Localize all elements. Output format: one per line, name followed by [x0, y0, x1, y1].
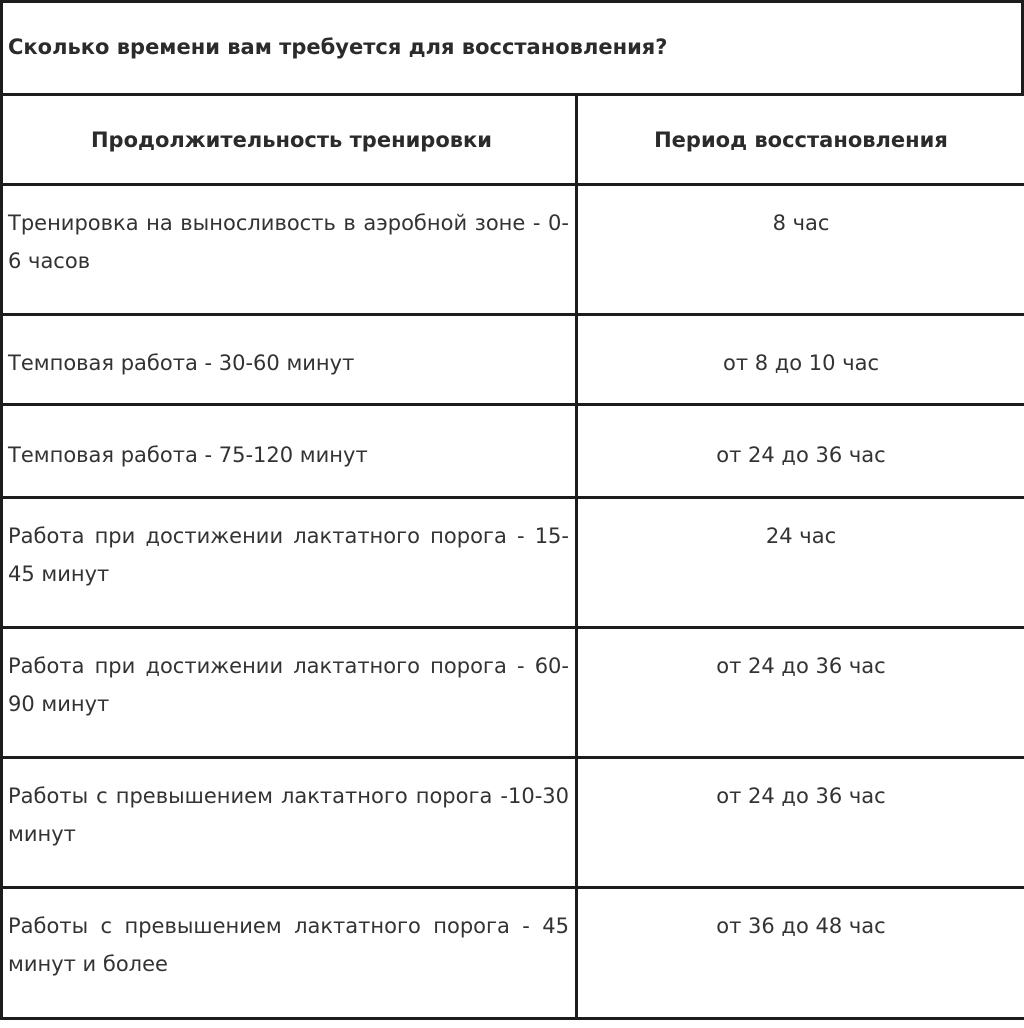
header-recovery-label: Период восстановления	[654, 128, 948, 152]
recovery-cell	[577, 185, 1024, 315]
duration-cell	[2, 185, 577, 315]
recovery-cell	[577, 758, 1024, 888]
recovery-cell	[577, 628, 1024, 758]
table-row	[2, 758, 1024, 888]
recovery-text: от 36 до 48 час	[716, 914, 886, 938]
table-row	[2, 888, 1024, 1019]
duration-text: Темповая работа - 75-120 минут	[8, 443, 368, 467]
page-title: Сколько времени вам требуется для восстановления?	[8, 35, 668, 59]
duration-cell	[2, 888, 577, 1019]
recovery-text: от 8 до 10 час	[722, 351, 880, 375]
header-duration	[2, 95, 577, 185]
recovery-table	[0, 93, 1024, 1020]
duration-text: Тренировка на выносливость в аэробной зоне - 0-6 часов	[8, 211, 569, 273]
recovery-text: от 24 до 36 час	[716, 784, 886, 808]
recovery-text: от 24 до 36 час	[716, 443, 886, 467]
duration-text: Работы с превышением лактатного порога -10-30 минут	[8, 784, 569, 846]
recovery-text: от 24 до 36 час	[716, 654, 886, 678]
duration-cell	[2, 628, 577, 758]
header-recovery	[577, 95, 1024, 185]
duration-text: Темповая работа - 30-60 минут	[8, 351, 355, 375]
duration-cell	[2, 758, 577, 888]
table-row	[2, 405, 1024, 498]
recovery-text: 24 час	[765, 524, 837, 548]
recovery-text: 8 час	[772, 211, 830, 235]
title-bar	[0, 0, 1024, 96]
duration-text: Работа при достижении лактатного порога - 60-90 минут	[8, 654, 569, 716]
duration-cell	[2, 498, 577, 628]
table-row	[2, 185, 1024, 315]
duration-text: Работы с превышением лактатного порога - 45 минут и более	[8, 914, 569, 976]
table-header-row	[2, 95, 1024, 185]
duration-text: Работа при достижении лактатного порога - 15-45 минут	[8, 524, 569, 586]
duration-cell	[2, 405, 577, 498]
header-duration-label: Продолжительность тренировки	[90, 128, 493, 152]
recovery-cell	[577, 405, 1024, 498]
recovery-cell	[577, 888, 1024, 1019]
recovery-table-container	[0, 93, 1024, 1020]
table-row	[2, 628, 1024, 758]
duration-cell	[2, 315, 577, 405]
table-row	[2, 498, 1024, 628]
recovery-cell	[577, 315, 1024, 405]
table-row	[2, 315, 1024, 405]
recovery-cell	[577, 498, 1024, 628]
